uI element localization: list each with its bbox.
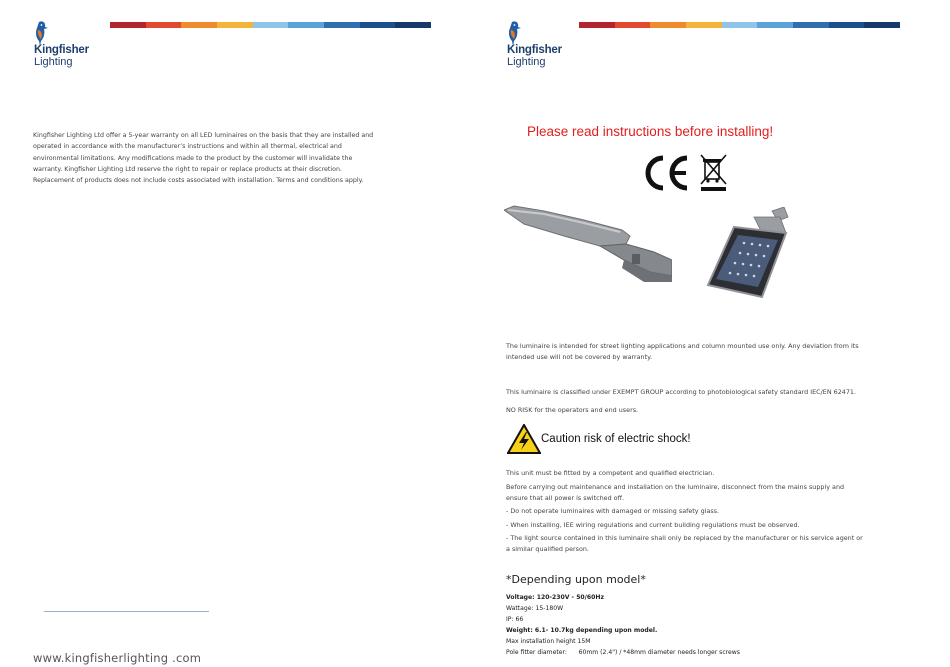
color-stripe	[110, 22, 431, 28]
weee-bin-icon	[701, 155, 726, 191]
install-note: - The light source contained in this luminaire shall only be replaced by the manufacturer or his service agent or a similar qualified person.	[506, 534, 863, 554]
stripe-segment	[253, 22, 289, 28]
spec-pole-fitter: Pole fitter diameter: 60mm (2.4") / *48mm diameter needs longer screws	[506, 649, 740, 656]
luminaire-side-photo	[504, 202, 672, 282]
no-risk-text: NO RISK for the operators and end users.	[506, 406, 639, 414]
stripe-segment	[324, 22, 360, 28]
stripe-segment	[686, 22, 722, 28]
specifications	[506, 592, 886, 658]
read-instructions-warning: Please read instructions before installing!	[527, 124, 774, 139]
caution-text: Caution risk of electric shock!	[541, 433, 691, 445]
kingfisher-logo	[506, 18, 576, 70]
website-url: www.kingfisherlighting .com	[33, 651, 202, 665]
intended-use-text: The luminaire is intended for street lighting applications and column mounted use only. Any deviation from its intended use will not be covered by warranty.	[506, 342, 859, 361]
stripe-segment	[110, 22, 146, 28]
color-stripe	[579, 22, 900, 28]
spec-ip: IP: 66	[506, 616, 524, 623]
ce-weee-marks-icon	[643, 153, 733, 193]
stripe-segment	[829, 22, 865, 28]
right-page	[475, 0, 950, 667]
electric-shock-warning-icon	[507, 424, 541, 454]
brand-name-line1: Kingfisher	[507, 44, 562, 56]
stripe-segment	[615, 22, 651, 28]
luminaire-underside-photo	[704, 207, 794, 299]
stripe-segment	[217, 22, 253, 28]
stripe-segment	[793, 22, 829, 28]
stripe-segment	[757, 22, 793, 28]
stripe-segment	[146, 22, 182, 28]
kingfisher-bird-icon	[33, 20, 49, 46]
stripe-segment	[650, 22, 686, 28]
installation-notes	[506, 468, 866, 558]
model-heading: *Depending upon model*	[506, 573, 646, 586]
brand-name-line2: Lighting	[507, 56, 546, 68]
exempt-group-text: This luminaire is classified under EXEMPT GROUP according to photobiological safety standard IEC/EN 62471.	[506, 388, 857, 396]
install-note: - Do not operate luminaires with damaged or missing safety glass.	[506, 507, 720, 516]
stripe-segment	[288, 22, 324, 28]
warranty-text: Kingfisher Lighting Ltd offer a 5-year warranty on all LED luminaires on the basis that they are installed and operated in accordance with the manufacturer’s instructions and within all thermal, electrical and environmental limitations. Any modifications made to the product by the customer will invalidate the warranty. Kingfisher Lighting Ltd reserve the right to repair or replace products at their discretion. Replacement of products does not include costs associated with installation. Terms and conditions apply.	[33, 132, 374, 185]
divider	[44, 611, 209, 612]
stripe-segment	[579, 22, 615, 28]
stripe-segment	[360, 22, 396, 28]
brand-name-line1: Kingfisher	[34, 44, 89, 56]
install-note: - When installing, IEE wiring regulations and current building regulations must be observed.	[506, 520, 800, 529]
kingfisher-logo	[33, 18, 103, 70]
install-note: This unit must be fitted by a competent and qualified electrician.	[506, 469, 715, 477]
spec-wattage: Wattage: 15-180W	[506, 605, 564, 612]
stripe-segment	[395, 22, 431, 28]
spec-voltage: Voltage: 120-230V - 50/60Hz	[506, 594, 605, 601]
stripe-segment	[181, 22, 217, 28]
spec-weight: Weight: 6.1- 10.7kg depending upon model.	[506, 627, 658, 634]
install-note: Before carrying out maintenance and installation on the luminaire, disconnect from the mains supply and ensure that all power is switched off.	[506, 482, 845, 502]
stripe-segment	[722, 22, 758, 28]
brand-name-line2: Lighting	[34, 56, 73, 68]
spec-max-height: Max installation height 15M	[506, 638, 591, 645]
kingfisher-bird-icon	[506, 20, 522, 46]
stripe-segment	[864, 22, 900, 28]
